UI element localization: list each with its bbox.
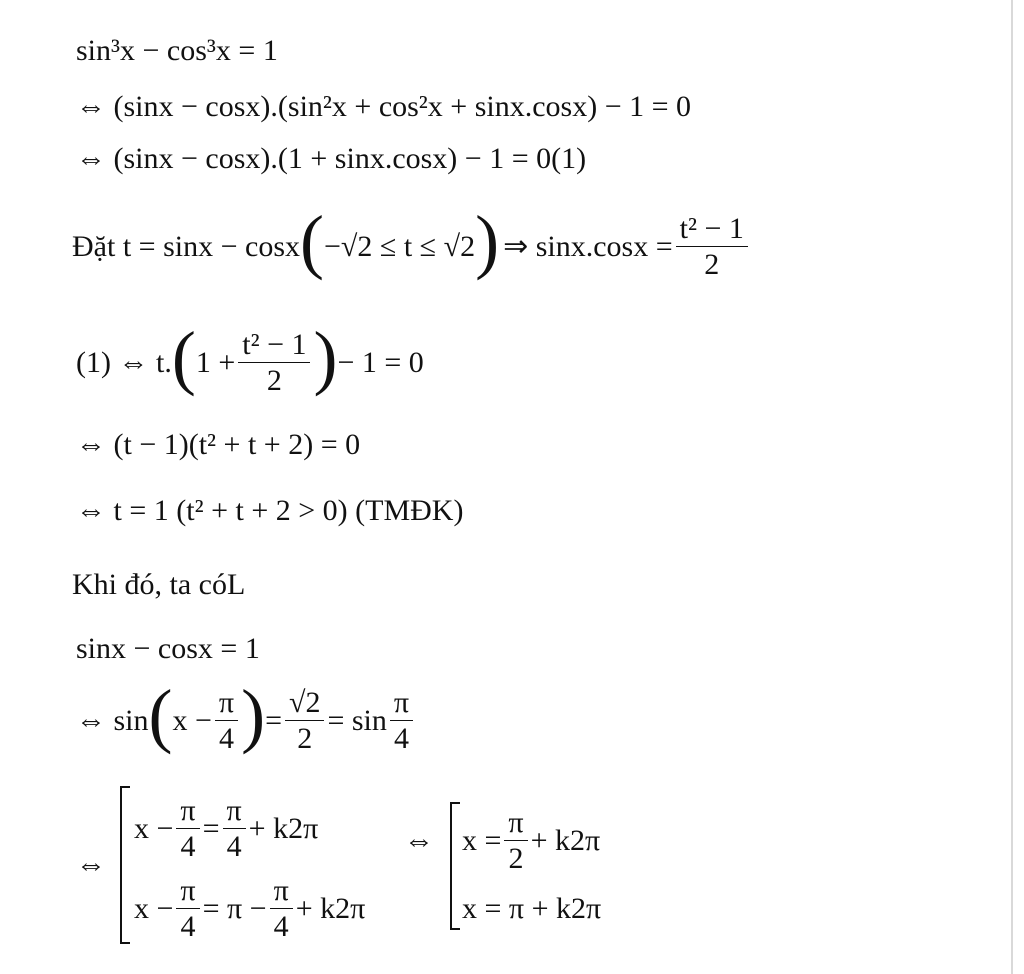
numerator: π — [504, 808, 527, 841]
fraction-root2-over-2 — [285, 688, 324, 754]
equation-text: (1) ⇔ t. — [76, 346, 172, 379]
fraction-pi-over-4 — [270, 876, 293, 942]
substitution-line — [72, 201, 751, 282]
inner-text: x − — [172, 704, 212, 737]
fraction-pi-over-4 — [215, 688, 238, 754]
equation-text: ⇔ t = 1 (t² + t + 2 > 0) (TMĐK) — [76, 494, 464, 527]
denominator: 2 — [266, 364, 282, 397]
equation-text: ⇔ (t − 1)(t² + t + 2) = 0 — [76, 428, 361, 461]
equation-line-6 — [76, 430, 360, 460]
inner-text: 1 + — [195, 346, 236, 379]
system-1-case-a — [134, 796, 318, 862]
case-text: x = π + k2π — [462, 892, 602, 925]
numerator: √2 — [285, 688, 324, 721]
equation-text: ⇔ sin — [76, 704, 149, 737]
case-text: + k2π — [530, 824, 601, 857]
condition-text: −√2 ≤ t ≤ √2 — [323, 230, 476, 263]
denominator: 2 — [297, 722, 313, 755]
substitution-text: Đặt t = sinx − cosx — [72, 230, 300, 263]
equation-tail: − 1 = 0 — [337, 346, 424, 379]
numerator: π — [223, 796, 246, 829]
denominator: 4 — [393, 722, 409, 755]
equation-line-1 — [76, 36, 278, 66]
fraction — [676, 214, 748, 280]
fraction-pi-over-4 — [390, 688, 413, 754]
equation-line-10 — [76, 675, 416, 756]
case-text: = — [202, 812, 220, 845]
numerator: π — [176, 876, 199, 909]
equation-tail: = sin — [327, 704, 387, 737]
case-text: + k2π — [248, 812, 319, 845]
implication-text: ⇒ sinx.cosx = — [503, 230, 673, 263]
equation-line-7 — [76, 496, 463, 526]
denominator: 4 — [180, 910, 196, 943]
numerator: π — [270, 876, 293, 909]
equation-line-2 — [76, 92, 691, 122]
system-1-case-b — [134, 876, 365, 942]
case-text: x = — [462, 824, 502, 857]
equals: = — [265, 704, 282, 737]
fraction-pi-over-4 — [176, 796, 199, 862]
equation-text: ⇔ (sinx − cosx).(1 + sinx.cosx) − 1 = 0(1) — [76, 142, 587, 175]
fraction-pi-over-4 — [176, 876, 199, 942]
fraction-pi-over-2 — [504, 808, 527, 874]
equation-text: sinx − cosx = 1 — [76, 632, 260, 665]
system-2-case-b — [462, 894, 601, 924]
page-right-edge — [1011, 0, 1013, 974]
denominator: 4 — [226, 830, 242, 863]
iff-symbol: ⇔ — [76, 848, 106, 881]
denominator: 4 — [180, 830, 196, 863]
fraction — [238, 330, 310, 396]
right-paren: ) — [313, 317, 338, 398]
right-paren: ) — [241, 675, 266, 756]
denominator: 2 — [704, 248, 720, 281]
equation-line-5 — [76, 317, 424, 398]
equation-text: sin³x − cos³x = 1 — [76, 34, 278, 67]
equation-line-3 — [76, 144, 586, 174]
left-paren: ( — [300, 201, 324, 282]
left-bracket — [450, 802, 460, 930]
paragraph-text: Khi đó, ta cóL — [72, 568, 246, 601]
denominator: 4 — [219, 722, 234, 755]
left-paren: ( — [171, 317, 196, 398]
iff-symbol: ⇔ — [404, 824, 434, 857]
fraction-pi-over-4 — [223, 796, 246, 862]
denominator: 2 — [508, 842, 524, 875]
numerator: t² − 1 — [676, 214, 748, 247]
left-paren: ( — [148, 675, 173, 756]
text-line-khi-do — [72, 570, 245, 600]
case-text: = π − — [202, 892, 267, 925]
equation-text: ⇔ (sinx − cosx).(sin²x + cos²x + sinx.cosx) − 1 = 0 — [76, 90, 692, 123]
case-text: + k2π — [295, 892, 366, 925]
numerator: π — [390, 688, 413, 721]
denominator: 4 — [273, 910, 289, 943]
system-2-case-a — [462, 808, 600, 874]
numerator: t² − 1 — [238, 330, 310, 363]
numerator: π — [215, 688, 238, 721]
case-text: x − — [134, 812, 174, 845]
right-paren: ) — [475, 201, 500, 282]
equation-line-9 — [76, 634, 260, 664]
numerator: π — [176, 796, 199, 829]
left-bracket — [120, 786, 130, 944]
case-text: x − — [134, 892, 174, 925]
